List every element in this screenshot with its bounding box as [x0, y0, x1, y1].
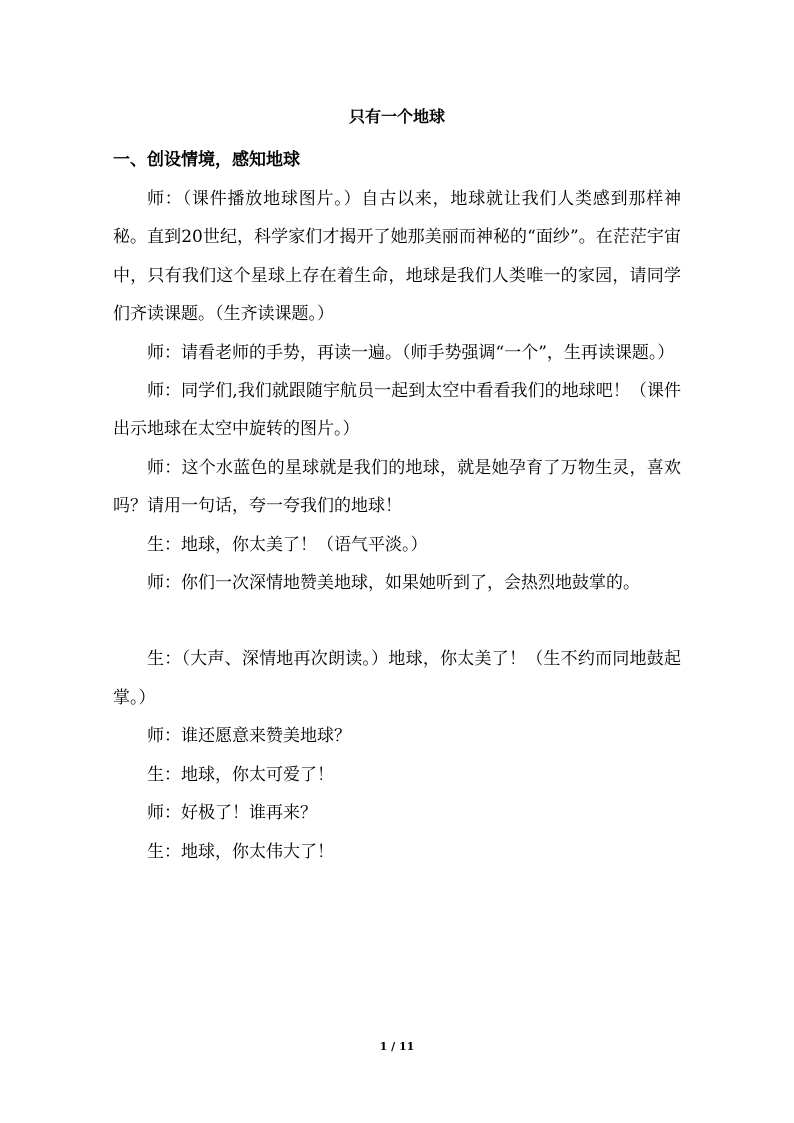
paragraph-teacher-encourage: 师：你们一次深情地赞美地球，如果她听到了，会热烈地鼓掌的。 — [147, 573, 640, 594]
paragraph-student-1: 生：地球，你太美了！（语气平淡。） — [147, 534, 428, 555]
paragraph-student-3: 生：地球，你太可爱了！ — [147, 764, 334, 785]
paragraph-student-2: 生：（大声、深情地再次朗读。）地球，你太美了！（生不约而同地鼓起掌。） — [113, 649, 681, 708]
document-body — [113, 106, 681, 871]
page-number: 1 / 11 — [379, 1040, 415, 1053]
paragraph-teacher-again: 师：好极了！谁再来？ — [147, 803, 317, 824]
paragraph-intro: 师：（课件播放地球图片。）自古以来，地球就让我们人类感到那样神秘。直到20世纪，科学家们才揭开了她那美丽而神秘的“面纱”。在茫茫宇宙中，只有我们这个星球上存在着生命，地球是我们人类唯一的家园，请同学们齐读课题。（生齐读课题。） — [113, 189, 681, 325]
blank-line — [113, 602, 681, 640]
paragraph-student-4: 生：地球，你太伟大了！ — [147, 841, 334, 862]
document-title: 只有一个地球 — [348, 107, 445, 126]
paragraph-praise-prompt: 师：这个水蓝色的星球就是我们的地球，就是她孕育了万物生灵，喜欢吗？请用一句话，夸一夸我们的地球！ — [113, 457, 681, 517]
paragraph-gesture: 师：请看老师的手势，再读一遍。（师手势强调“一个”，生再读课题。） — [147, 342, 675, 363]
paragraph-teacher-ask: 师：谁还愿意来赞美地球？ — [147, 726, 351, 747]
section-heading: 一、创设情境，感知地球 — [113, 150, 300, 170]
paragraph-space: 师：同学们,我们就跟随宇航员一起到太空中看看我们的地球吧！（课件出示地球在太空中旋转的图片。） — [113, 381, 681, 440]
